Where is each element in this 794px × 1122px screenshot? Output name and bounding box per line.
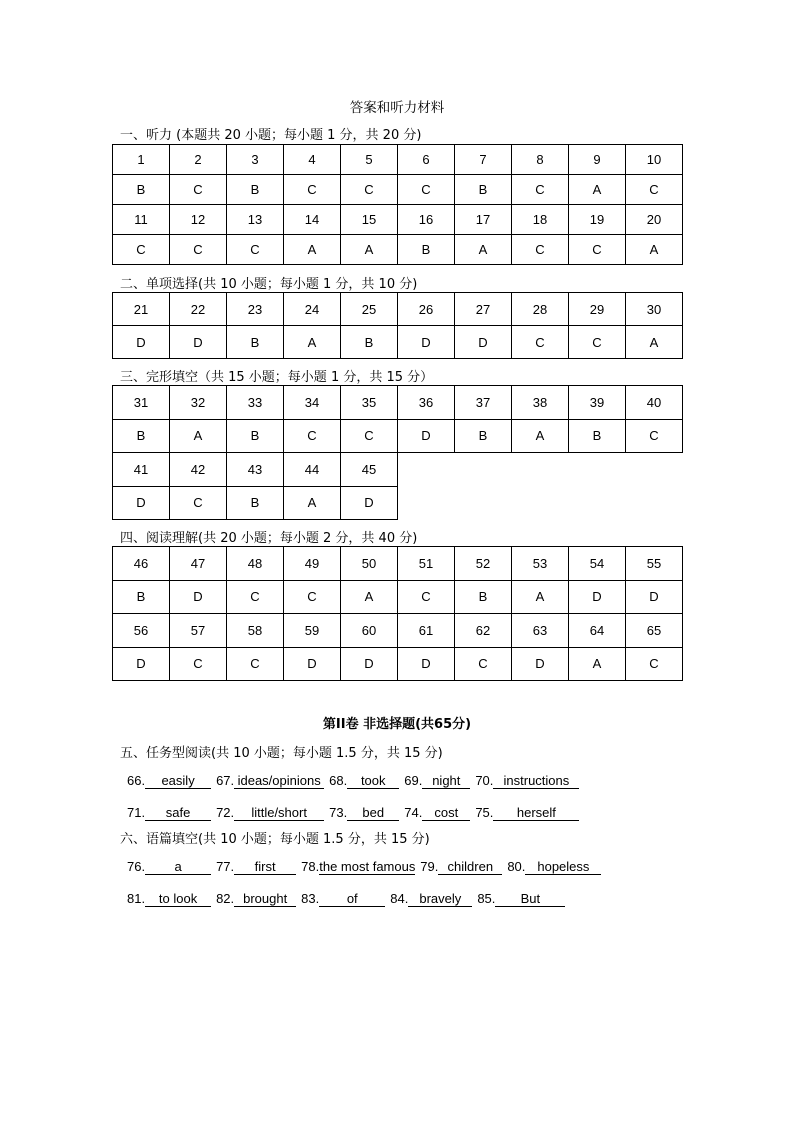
answer-cell: A	[569, 647, 626, 681]
question-number-cell: 40	[626, 386, 683, 420]
question-number-cell: 42	[170, 453, 227, 487]
question-number-cell: 51	[398, 547, 455, 581]
answer-cell: A	[512, 419, 569, 453]
answer-cell: C	[398, 580, 455, 614]
answer-row	[113, 419, 683, 453]
answer-blank: ideas/opinions	[234, 773, 324, 789]
question-number-cell: 38	[512, 386, 569, 420]
answer-cell: D	[569, 580, 626, 614]
question-number-cell: 61	[398, 614, 455, 648]
answer-cell: D	[113, 486, 170, 520]
question-number: 80.	[507, 859, 526, 874]
question-number-cell: 36	[398, 386, 455, 420]
listening-answer-table	[112, 144, 683, 265]
answer-cell: B	[113, 419, 170, 453]
answer-cell: A	[341, 580, 398, 614]
part-2-title: 第II卷 非选择题(共65分)	[322, 717, 472, 732]
answer-cell: B	[113, 580, 170, 614]
question-number-cell: 25	[341, 293, 398, 326]
answer-cell: D	[341, 486, 398, 520]
answer-blank: bed	[347, 805, 399, 821]
question-number: 78.	[301, 859, 320, 874]
answer-cell: D	[341, 647, 398, 681]
question-number-cell: 1	[113, 145, 170, 175]
answer-blank: first	[234, 859, 296, 875]
answer-blank: to look	[145, 891, 211, 907]
section-4-heading: 四、阅读理解(共 20 小题；每小题 2 分，共 40 分)	[120, 531, 418, 546]
answer-cell: B	[227, 175, 284, 205]
answer-cell: A	[512, 580, 569, 614]
answer-cell: B	[227, 419, 284, 453]
answer-blank: cost	[422, 805, 470, 821]
answer-blank: But	[495, 891, 565, 907]
answer-row	[113, 175, 683, 205]
question-number-cell: 23	[227, 293, 284, 326]
question-number: 82.	[216, 891, 235, 906]
question-number-cell: 31	[113, 386, 170, 420]
page-title: 答案和听力材料	[349, 100, 445, 116]
answer-row	[113, 647, 683, 681]
section-5-line-1	[127, 773, 579, 789]
question-number: 68.	[329, 773, 348, 788]
answer-cell: C	[227, 647, 284, 681]
answer-cell: B	[227, 326, 284, 359]
section-6-line-2	[127, 891, 565, 907]
question-number-row	[113, 386, 683, 420]
question-number: 74.	[404, 805, 423, 820]
question-number: 70.	[475, 773, 494, 788]
question-number-row	[113, 614, 683, 648]
question-number-cell: 37	[455, 386, 512, 420]
answer-cell: A	[626, 235, 683, 265]
question-number-cell: 65	[626, 614, 683, 648]
question-number-row	[113, 145, 683, 175]
answer-cell: B	[455, 580, 512, 614]
answer-cell: C	[284, 175, 341, 205]
section-6-line-1	[127, 859, 601, 875]
question-number-cell: 55	[626, 547, 683, 581]
answer-cell: C	[569, 326, 626, 359]
question-number-cell: 49	[284, 547, 341, 581]
answer-cell: C	[170, 486, 227, 520]
answer-cell: B	[341, 326, 398, 359]
answer-cell: C	[569, 235, 626, 265]
section-6-heading: 六、语篇填空(共 10 小题；每小题 1.5 分，共 15 分)	[120, 832, 430, 847]
question-number: 84.	[390, 891, 409, 906]
answer-blank: took	[347, 773, 399, 789]
section-1-heading: 一、听力 (本题共 20 小题；每小题 1 分，共 20 分)	[120, 128, 422, 143]
question-number-cell: 3	[227, 145, 284, 175]
empty-cell	[569, 486, 626, 520]
question-number-cell: 32	[170, 386, 227, 420]
answer-cell: C	[626, 419, 683, 453]
question-number: 79.	[420, 859, 439, 874]
answer-blank: the most famous	[319, 859, 416, 874]
answer-cell: D	[455, 326, 512, 359]
answer-cell: C	[284, 419, 341, 453]
question-number-cell: 6	[398, 145, 455, 175]
answer-cell: C	[455, 647, 512, 681]
answer-cell: D	[398, 647, 455, 681]
question-number-cell: 50	[341, 547, 398, 581]
answer-cell: C	[227, 235, 284, 265]
question-number-cell: 16	[398, 205, 455, 235]
question-number-cell: 45	[341, 453, 398, 487]
question-number-cell: 9	[569, 145, 626, 175]
question-number-cell: 44	[284, 453, 341, 487]
question-number-cell: 56	[113, 614, 170, 648]
answer-cell: D	[398, 419, 455, 453]
question-number-cell: 58	[227, 614, 284, 648]
answer-blank: children	[438, 859, 502, 875]
answer-blank: instructions	[493, 773, 579, 789]
question-number-cell: 8	[512, 145, 569, 175]
answer-cell: C	[626, 647, 683, 681]
question-number-cell: 13	[227, 205, 284, 235]
question-number-cell: 19	[569, 205, 626, 235]
question-number: 81.	[127, 891, 146, 906]
answer-row	[113, 580, 683, 614]
question-number: 76.	[127, 859, 146, 874]
question-number-cell: 43	[227, 453, 284, 487]
question-number-cell: 30	[626, 293, 683, 326]
question-number-cell: 7	[455, 145, 512, 175]
answer-blank: safe	[145, 805, 211, 821]
empty-cell	[626, 453, 683, 487]
answer-cell: A	[284, 326, 341, 359]
question-number-cell: 2	[170, 145, 227, 175]
question-number-cell: 24	[284, 293, 341, 326]
answer-cell: C	[284, 580, 341, 614]
answer-cell: D	[170, 580, 227, 614]
answer-cell: D	[398, 326, 455, 359]
question-number-cell: 33	[227, 386, 284, 420]
answer-cell: C	[227, 580, 284, 614]
answer-blank: hopeless	[525, 859, 601, 875]
question-number: 69.	[404, 773, 423, 788]
answer-blank: night	[422, 773, 470, 789]
answer-cell: B	[398, 235, 455, 265]
answer-cell: C	[170, 647, 227, 681]
single-choice-answer-table	[112, 292, 683, 359]
answer-cell: C	[512, 235, 569, 265]
question-number: 85.	[477, 891, 496, 906]
question-number: 77.	[216, 859, 235, 874]
answer-cell: D	[113, 647, 170, 681]
question-number-cell: 57	[170, 614, 227, 648]
question-number: 83.	[301, 891, 320, 906]
answer-cell: B	[227, 486, 284, 520]
answer-cell: C	[341, 175, 398, 205]
question-number-cell: 35	[341, 386, 398, 420]
question-number-cell: 18	[512, 205, 569, 235]
answer-cell: C	[398, 175, 455, 205]
question-number-row	[113, 205, 683, 235]
question-number-cell: 10	[626, 145, 683, 175]
question-number: 67.	[216, 773, 235, 788]
answer-cell: A	[455, 235, 512, 265]
empty-cell	[398, 486, 455, 520]
section-3-heading: 三、完形填空（共 15 小题；每小题 1 分，共 15 分）	[120, 370, 434, 385]
question-number-row	[113, 547, 683, 581]
answer-cell: D	[170, 326, 227, 359]
empty-cell	[455, 486, 512, 520]
question-number-cell: 60	[341, 614, 398, 648]
question-number: 72.	[216, 805, 235, 820]
question-number-cell: 12	[170, 205, 227, 235]
question-number-cell: 5	[341, 145, 398, 175]
question-number-cell: 54	[569, 547, 626, 581]
section-2-heading: 二、单项选择(共 10 小题；每小题 1 分，共 10 分)	[120, 277, 418, 292]
answer-cell: B	[455, 175, 512, 205]
answer-blank: of	[319, 891, 385, 907]
question-number-cell: 34	[284, 386, 341, 420]
question-number-cell: 48	[227, 547, 284, 581]
empty-cell	[455, 453, 512, 487]
question-number-cell: 62	[455, 614, 512, 648]
answer-cell: B	[569, 419, 626, 453]
answer-cell: D	[284, 647, 341, 681]
answer-cell: A	[170, 419, 227, 453]
answer-blank: a	[145, 859, 211, 875]
answer-blank: brought	[234, 891, 296, 907]
section-5-line-2	[127, 805, 579, 821]
empty-cell	[512, 453, 569, 487]
question-number-cell: 14	[284, 205, 341, 235]
question-number-cell: 46	[113, 547, 170, 581]
reading-answer-table	[112, 546, 683, 681]
question-number-cell: 53	[512, 547, 569, 581]
answer-cell: B	[113, 175, 170, 205]
answer-cell: C	[512, 326, 569, 359]
answer-blank: herself	[493, 805, 579, 821]
question-number: 73.	[329, 805, 348, 820]
question-number-cell: 47	[170, 547, 227, 581]
empty-cell	[626, 486, 683, 520]
answer-row	[113, 326, 683, 359]
question-number-cell: 39	[569, 386, 626, 420]
answer-cell: A	[626, 326, 683, 359]
question-number-cell: 20	[626, 205, 683, 235]
question-number-row	[113, 453, 683, 487]
question-number: 75.	[475, 805, 494, 820]
answer-blank: easily	[145, 773, 211, 789]
answer-cell: C	[626, 175, 683, 205]
answer-cell: C	[512, 175, 569, 205]
answer-cell: A	[569, 175, 626, 205]
answer-cell: C	[113, 235, 170, 265]
question-number-cell: 15	[341, 205, 398, 235]
empty-cell	[569, 453, 626, 487]
answer-cell: C	[170, 235, 227, 265]
question-number: 66.	[127, 773, 146, 788]
question-number-cell: 52	[455, 547, 512, 581]
question-number-cell: 59	[284, 614, 341, 648]
section-5-heading: 五、任务型阅读(共 10 小题；每小题 1.5 分，共 15 分)	[120, 746, 443, 761]
answer-blank: bravely	[408, 891, 472, 907]
answer-cell: C	[341, 419, 398, 453]
question-number-cell: 17	[455, 205, 512, 235]
empty-cell	[398, 453, 455, 487]
empty-cell	[512, 486, 569, 520]
answer-blank: little/short	[234, 805, 324, 821]
cloze-answer-table	[112, 385, 683, 520]
answer-cell: D	[626, 580, 683, 614]
question-number-cell: 4	[284, 145, 341, 175]
question-number-row	[113, 293, 683, 326]
answer-row	[113, 235, 683, 265]
question-number-cell: 41	[113, 453, 170, 487]
question-number-cell: 29	[569, 293, 626, 326]
answer-cell: B	[455, 419, 512, 453]
question-number: 71.	[127, 805, 146, 820]
question-number-cell: 26	[398, 293, 455, 326]
question-number-cell: 63	[512, 614, 569, 648]
answer-cell: D	[113, 326, 170, 359]
question-number-cell: 28	[512, 293, 569, 326]
answer-row	[113, 486, 683, 520]
answer-cell: D	[512, 647, 569, 681]
question-number-cell: 22	[170, 293, 227, 326]
question-number-cell: 11	[113, 205, 170, 235]
question-number-cell: 21	[113, 293, 170, 326]
question-number-cell: 64	[569, 614, 626, 648]
answer-cell: A	[284, 486, 341, 520]
answer-cell: C	[170, 175, 227, 205]
answer-cell: A	[341, 235, 398, 265]
question-number-cell: 27	[455, 293, 512, 326]
answer-cell: A	[284, 235, 341, 265]
